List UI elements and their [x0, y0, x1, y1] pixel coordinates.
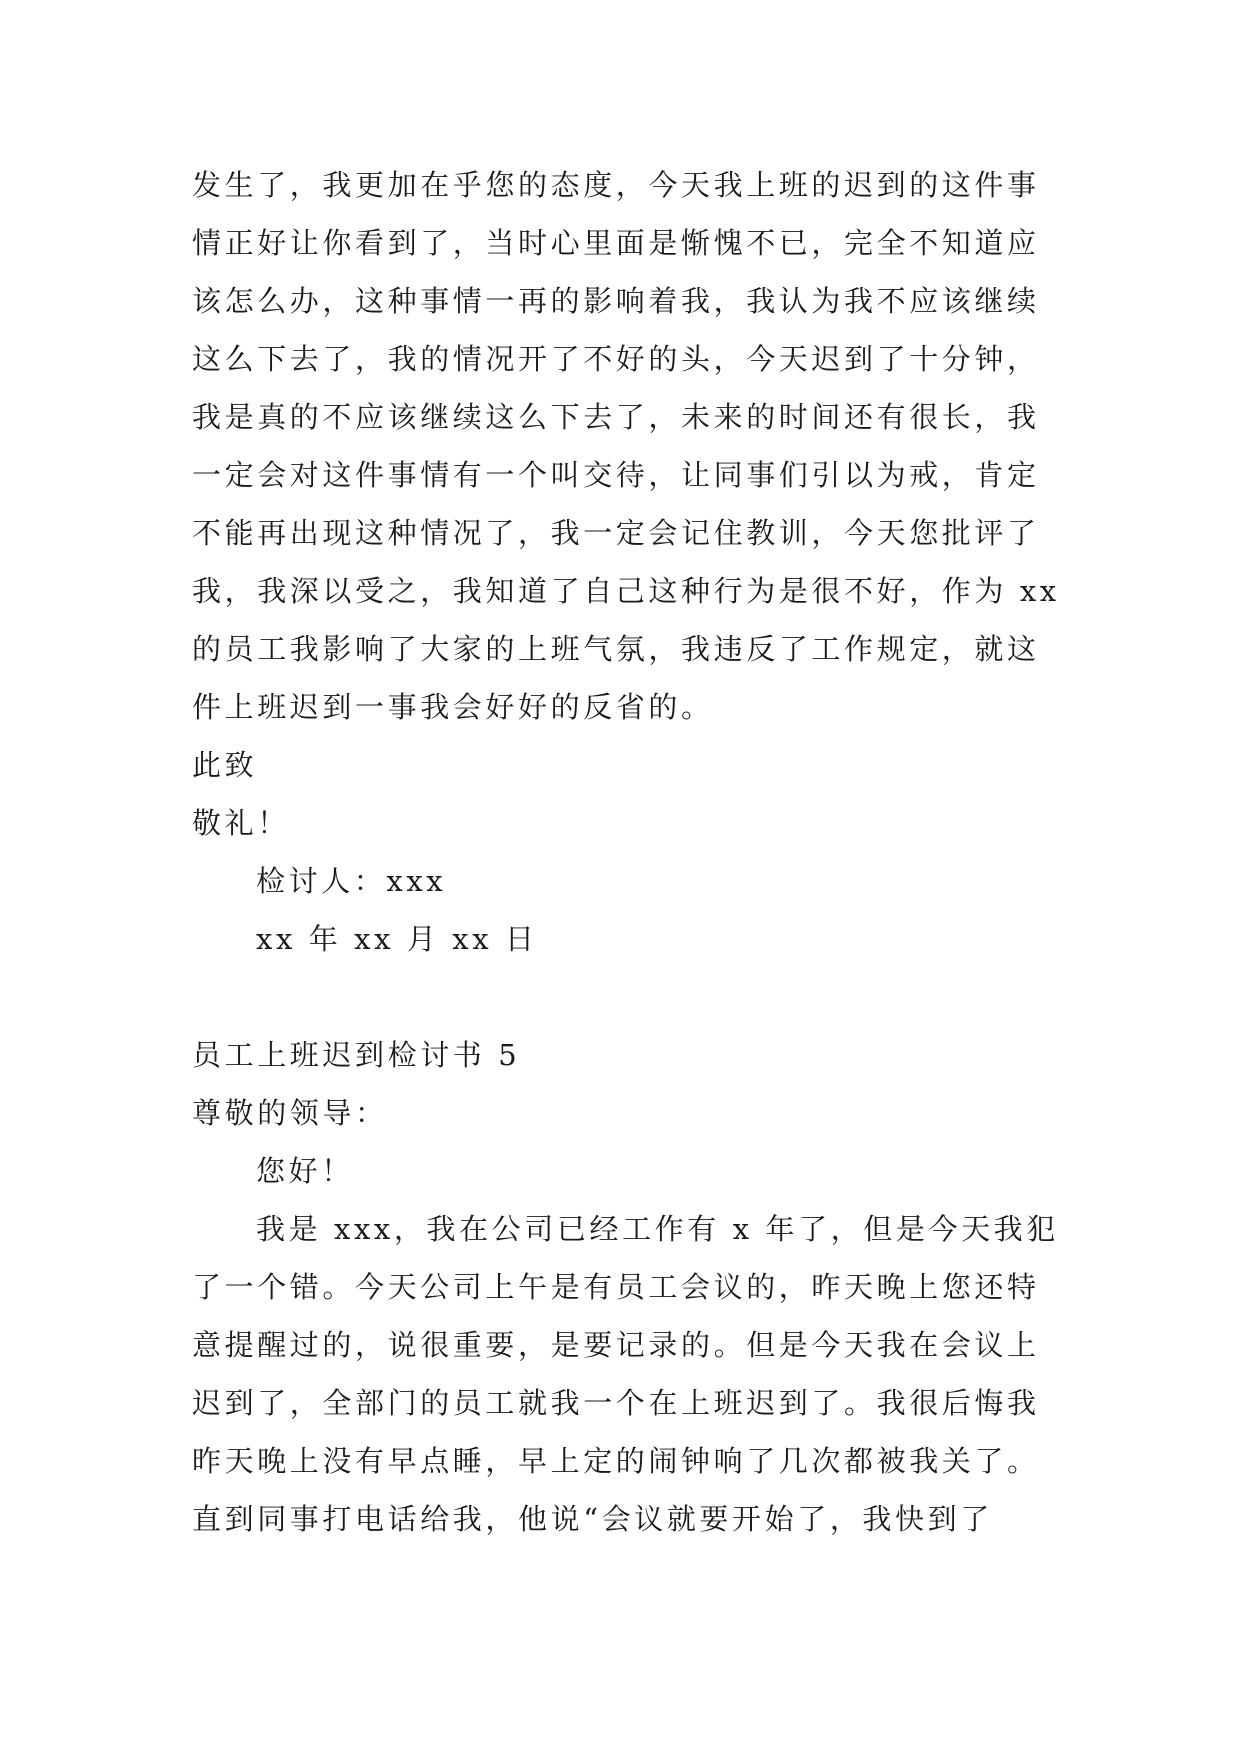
- body-paragraph-line: 意提醒过的，说很重要，是要记录的。但是今天我在会议上: [192, 1328, 1040, 1362]
- body-paragraph-line: 发生了，我更加在乎您的态度，今天我上班的迟到的这件事: [192, 168, 1040, 202]
- date-line: xx 年 xx 月 xx 日: [256, 922, 538, 956]
- body-paragraph-line: 这么下去了，我的情况开了不好的头，今天迟到了十分钟，: [192, 342, 1040, 376]
- signature-line: 检讨人：xxx: [256, 864, 447, 898]
- body-paragraph-line: 的员工我影响了大家的上班气氛，我违反了工作规定，就这: [192, 632, 1040, 666]
- body-paragraph-line: 不能再出现这种情况了，我一定会记住教训，今天您批评了: [192, 516, 1040, 550]
- body-paragraph-line: 我是 xxx，我在公司已经工作有 x 年了，但是今天我犯: [256, 1212, 1059, 1246]
- closing-regards: 敬礼！: [192, 806, 290, 840]
- body-paragraph-line: 件上班迟到一事我会好好的反省的。: [192, 690, 714, 724]
- greeting: 您好！: [256, 1154, 354, 1188]
- body-paragraph-line: 该怎么办，这种事情一再的影响着我，我认为我不应该继续: [192, 284, 1040, 318]
- letter-salutation: 尊敬的领导：: [192, 1096, 388, 1130]
- body-paragraph-line: 情正好让你看到了，当时心里面是惭愧不已，完全不知道应: [192, 226, 1040, 260]
- body-paragraph-line: 昨天晚上没有早点睡，早上定的闹钟响了几次都被我关了。: [192, 1444, 1040, 1478]
- body-paragraph-line: 我，我深以受之，我知道了自己这种行为是很不好，作为 xx: [192, 574, 1060, 608]
- body-paragraph-line: 我是真的不应该继续这么下去了，未来的时间还有很长，我: [192, 400, 1040, 434]
- body-paragraph-line: 直到同事打电话给我，他说“会议就要开始了，我快到了: [192, 1502, 993, 1536]
- body-paragraph-line: 迟到了，全部门的员工就我一个在上班迟到了。我很后悔我: [192, 1386, 1040, 1420]
- section-title: 员工上班迟到检讨书 5: [192, 1038, 521, 1072]
- body-paragraph-line: 一定会对这件事情有一个叫交待，让同事们引以为戒，肯定: [192, 458, 1040, 492]
- closing-salutation: 此致: [192, 748, 258, 782]
- body-paragraph-line: 了一个错。今天公司上午是有员工会议的，昨天晚上您还特: [192, 1270, 1040, 1304]
